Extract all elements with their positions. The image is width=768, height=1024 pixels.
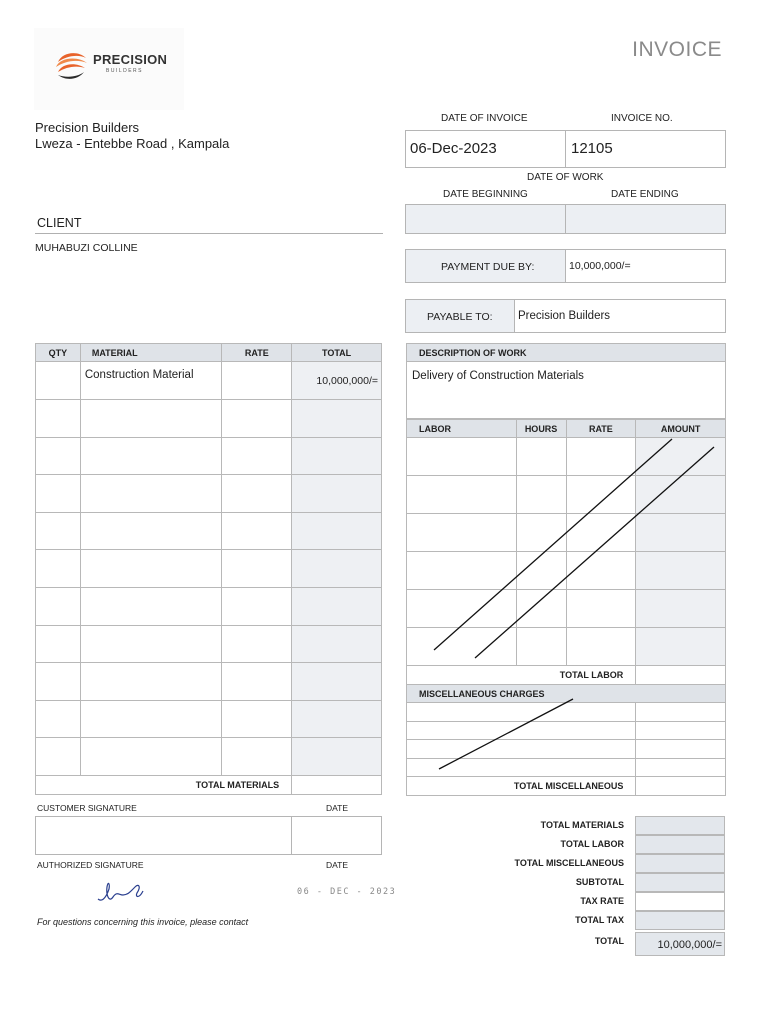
material-rate[interactable] — [222, 475, 292, 513]
work-description[interactable]: Delivery of Construction Materials — [407, 362, 726, 419]
date-beginning-label: DATE BEGINNING — [443, 189, 528, 200]
labor-hours[interactable] — [516, 514, 566, 552]
material-name[interactable] — [80, 663, 222, 701]
material-name[interactable] — [80, 475, 222, 513]
company-name: Precision Builders — [35, 120, 140, 135]
labor-row — [407, 438, 726, 476]
invoice-title: INVOICE — [632, 38, 722, 61]
total-misc-label: TOTAL MISCELLANEOUS — [407, 777, 636, 796]
misc-amount[interactable] — [636, 758, 726, 777]
col-amount: AMOUNT — [636, 420, 726, 438]
material-qty[interactable] — [36, 475, 81, 513]
payable-to-value[interactable]: Precision Builders — [518, 310, 611, 322]
labor-hours[interactable] — [516, 552, 566, 590]
misc-row — [407, 740, 726, 759]
labor-table — [406, 419, 726, 685]
misc-row — [407, 758, 726, 777]
customer-date-label: DATE — [326, 803, 349, 813]
labor-rate[interactable] — [566, 514, 636, 552]
material-rate[interactable] — [222, 400, 292, 438]
invoice-number-label: INVOICE NO. — [611, 113, 673, 124]
labor-hours[interactable] — [516, 590, 566, 628]
client-name: MUHABUZI COLLINE — [35, 242, 138, 254]
misc-desc[interactable] — [407, 758, 636, 777]
misc-desc[interactable] — [407, 703, 636, 722]
material-name[interactable] — [80, 400, 222, 438]
material-total[interactable] — [292, 475, 382, 513]
material-total[interactable] — [292, 700, 382, 738]
labor-desc[interactable] — [407, 476, 517, 514]
labor-desc[interactable] — [407, 552, 517, 590]
material-row — [36, 362, 382, 400]
labor-row — [407, 552, 726, 590]
company-logo-icon — [52, 48, 90, 84]
col-material: MATERIAL — [80, 344, 222, 362]
col-hours: HOURS — [516, 420, 566, 438]
material-rate[interactable] — [222, 587, 292, 625]
material-name[interactable] — [80, 700, 222, 738]
material-name[interactable]: Construction Material — [80, 362, 222, 400]
labor-amount[interactable] — [636, 628, 726, 666]
totals-label: TOTAL TAX — [575, 915, 624, 925]
date-beginning-field[interactable] — [405, 204, 566, 234]
material-qty[interactable] — [36, 550, 81, 588]
date-of-work-label: DATE OF WORK — [527, 172, 604, 183]
material-rate[interactable] — [222, 550, 292, 588]
col-labor: LABOR — [407, 420, 517, 438]
material-qty[interactable] — [36, 700, 81, 738]
material-name[interactable] — [80, 587, 222, 625]
material-name[interactable] — [80, 512, 222, 550]
material-total[interactable] — [292, 625, 382, 663]
misc-desc[interactable] — [407, 740, 636, 759]
totals-value[interactable] — [635, 816, 725, 835]
col-labor-rate: RATE — [566, 420, 636, 438]
totals-value[interactable] — [635, 854, 725, 873]
company-address: Lweza - Entebbe Road , Kampala — [35, 136, 230, 151]
material-row — [36, 512, 382, 550]
material-qty[interactable] — [36, 738, 81, 776]
col-total: TOTAL — [292, 344, 382, 362]
totals-label: TOTAL LABOR — [560, 839, 624, 849]
misc-amount[interactable] — [636, 703, 726, 722]
totals-value[interactable] — [635, 835, 725, 854]
misc-table — [406, 684, 726, 796]
labor-amount[interactable] — [636, 552, 726, 590]
material-row — [36, 700, 382, 738]
labor-desc[interactable] — [407, 590, 517, 628]
labor-row — [407, 514, 726, 552]
logo-subtitle: BUILDERS — [106, 68, 144, 74]
payment-due-value[interactable]: 10,000,000/= — [569, 260, 631, 272]
invoice-number-value[interactable]: 12105 — [571, 140, 613, 157]
material-total[interactable] — [292, 512, 382, 550]
authorized-date-value: 06 - DEC - 2023 — [297, 887, 397, 897]
col-rate: RATE — [222, 344, 292, 362]
material-qty[interactable] — [36, 663, 81, 701]
material-qty[interactable] — [36, 362, 81, 400]
material-total[interactable]: 10,000,000/= — [292, 362, 382, 400]
material-row — [36, 738, 382, 776]
labor-row — [407, 590, 726, 628]
totals-label: SUBTOTAL — [575, 877, 624, 887]
material-total[interactable] — [292, 550, 382, 588]
material-row — [36, 400, 382, 438]
misc-amount[interactable] — [636, 740, 726, 759]
col-qty: QTY — [36, 344, 81, 362]
labor-amount[interactable] — [636, 590, 726, 628]
totals-label: TOTAL MATERIALS — [540, 820, 624, 830]
labor-rate[interactable] — [566, 552, 636, 590]
labor-amount[interactable] — [636, 514, 726, 552]
totals-label: TOTAL — [594, 936, 624, 946]
total-materials-value[interactable] — [292, 775, 382, 794]
misc-label: MISCELLANEOUS CHARGES — [407, 685, 726, 703]
totals-label: TOTAL MISCELLANEOUS — [514, 858, 624, 868]
misc-desc[interactable] — [407, 721, 636, 740]
total-labor-value[interactable] — [636, 666, 726, 685]
signature-image — [95, 877, 150, 907]
total-labor-label: TOTAL LABOR — [407, 666, 636, 685]
date-of-invoice-value[interactable]: 06-Dec-2023 — [410, 140, 497, 157]
labor-rate[interactable] — [566, 438, 636, 476]
labor-hours[interactable] — [516, 476, 566, 514]
material-row — [36, 475, 382, 513]
total-materials-label: TOTAL MATERIALS — [36, 775, 292, 794]
material-rate[interactable] — [222, 700, 292, 738]
totals-value[interactable]: 10,000,000/= — [635, 932, 725, 956]
labor-desc[interactable] — [407, 628, 517, 666]
labor-rate[interactable] — [566, 628, 636, 666]
payable-to-label: PAYABLE TO: — [427, 311, 493, 323]
totals-value[interactable] — [635, 892, 725, 911]
material-rate[interactable] — [222, 625, 292, 663]
labor-row — [407, 476, 726, 514]
material-total[interactable] — [292, 437, 382, 475]
total-misc-value[interactable] — [636, 777, 726, 796]
date-of-invoice-label: DATE OF INVOICE — [441, 113, 528, 124]
totals-label: TAX RATE — [580, 896, 624, 906]
material-rate[interactable] — [222, 738, 292, 776]
footer-note: For questions concerning this invoice, please contact — [37, 917, 249, 927]
material-qty[interactable] — [36, 587, 81, 625]
labor-desc[interactable] — [407, 438, 517, 476]
material-total[interactable] — [292, 738, 382, 776]
client-rule — [35, 233, 383, 234]
work-label: DESCRIPTION OF WORK — [407, 344, 726, 362]
customer-date-field[interactable] — [291, 816, 382, 855]
materials-table — [35, 343, 382, 795]
labor-desc[interactable] — [407, 514, 517, 552]
material-total[interactable] — [292, 663, 382, 701]
material-rate[interactable] — [222, 362, 292, 400]
material-row — [36, 437, 382, 475]
authorized-date-label: DATE — [326, 860, 349, 870]
divider — [565, 130, 566, 168]
customer-signature-label: CUSTOMER SIGNATURE — [37, 803, 137, 813]
material-row — [36, 663, 382, 701]
misc-row — [407, 703, 726, 722]
material-qty[interactable] — [36, 512, 81, 550]
client-label: CLIENT — [37, 216, 82, 230]
labor-hours[interactable] — [516, 438, 566, 476]
misc-row — [407, 721, 726, 740]
labor-amount[interactable] — [636, 476, 726, 514]
misc-amount[interactable] — [636, 721, 726, 740]
material-total[interactable] — [292, 400, 382, 438]
totals-value[interactable] — [635, 873, 725, 892]
material-total[interactable] — [292, 587, 382, 625]
material-qty[interactable] — [36, 437, 81, 475]
material-qty[interactable] — [36, 400, 81, 438]
material-row — [36, 625, 382, 663]
date-ending-label: DATE ENDING — [611, 189, 679, 200]
material-row — [36, 550, 382, 588]
material-row — [36, 587, 382, 625]
material-rate[interactable] — [222, 512, 292, 550]
labor-rate[interactable] — [566, 476, 636, 514]
labor-hours[interactable] — [516, 628, 566, 666]
material-name[interactable] — [80, 550, 222, 588]
work-table — [406, 343, 726, 419]
labor-amount[interactable] — [636, 438, 726, 476]
material-rate[interactable] — [222, 663, 292, 701]
material-rate[interactable] — [222, 437, 292, 475]
labor-row — [407, 628, 726, 666]
material-name[interactable] — [80, 625, 222, 663]
date-ending-field[interactable] — [565, 204, 726, 234]
logo-name: PRECISION — [93, 52, 168, 67]
material-qty[interactable] — [36, 625, 81, 663]
payment-due-label: PAYMENT DUE BY: — [441, 261, 535, 273]
authorized-signature-label: AUTHORIZED SIGNATURE — [37, 860, 144, 870]
customer-signature-field[interactable] — [35, 816, 292, 855]
material-name[interactable] — [80, 437, 222, 475]
material-name[interactable] — [80, 738, 222, 776]
totals-value[interactable] — [635, 911, 725, 930]
labor-rate[interactable] — [566, 590, 636, 628]
